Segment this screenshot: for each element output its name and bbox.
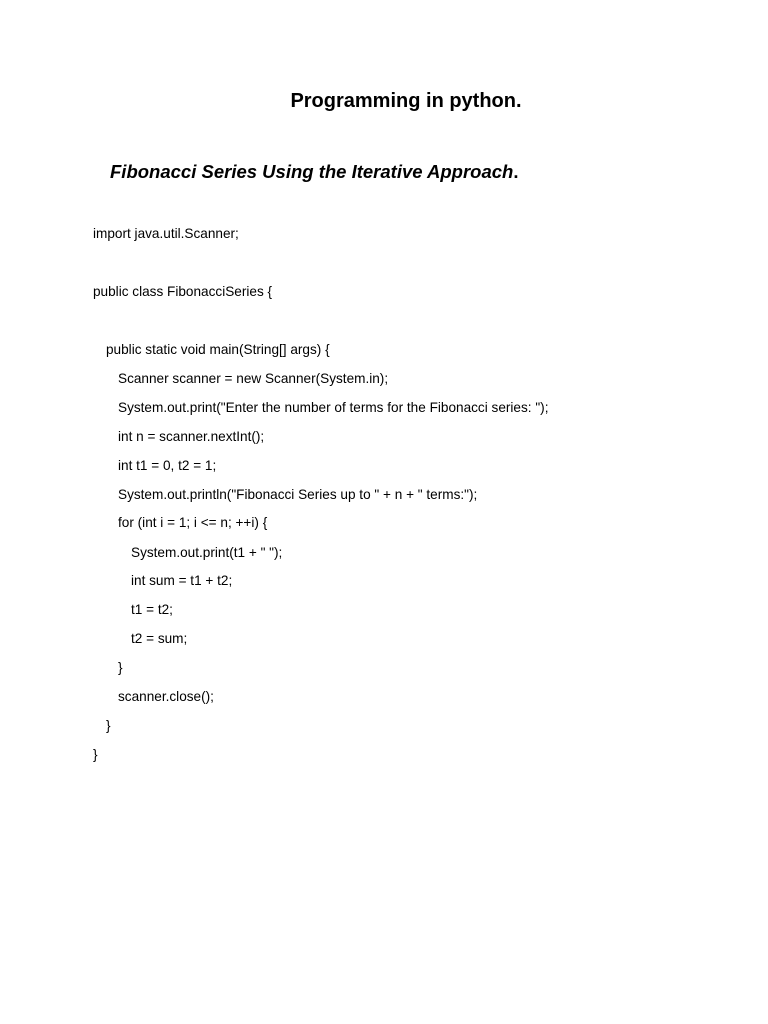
- code-line: t1 = t2;: [131, 602, 173, 617]
- code-line: public static void main(String[] args) {: [106, 342, 330, 357]
- subtitle-period: .: [513, 161, 519, 182]
- code-line: int sum = t1 + t2;: [131, 573, 233, 588]
- code-line: }: [118, 660, 123, 675]
- code-line: System.out.println("Fibonacci Series up to " + n + " terms:");: [118, 487, 478, 502]
- code-line: public class FibonacciSeries {: [93, 284, 273, 299]
- code-line: int t1 = 0, t2 = 1;: [118, 458, 217, 473]
- code-line: Scanner scanner = new Scanner(System.in);: [118, 371, 389, 386]
- code-line: int n = scanner.nextInt();: [118, 429, 265, 444]
- code-line: t2 = sum;: [131, 631, 188, 646]
- document-title: Programming in python.: [290, 90, 522, 112]
- code-line: for (int i = 1; i <= n; ++i) {: [118, 515, 268, 530]
- code-line: scanner.close();: [118, 689, 214, 704]
- code-line: import java.util.Scanner;: [93, 226, 239, 241]
- subtitle-text: Fibonacci Series Using the Iterative Approach: [110, 161, 514, 182]
- code-line: }: [93, 747, 98, 762]
- code-line: System.out.print("Enter the number of terms for the Fibonacci series: ");: [118, 400, 549, 415]
- code-line: System.out.print(t1 + " ");: [131, 545, 283, 560]
- code-line: }: [106, 718, 111, 733]
